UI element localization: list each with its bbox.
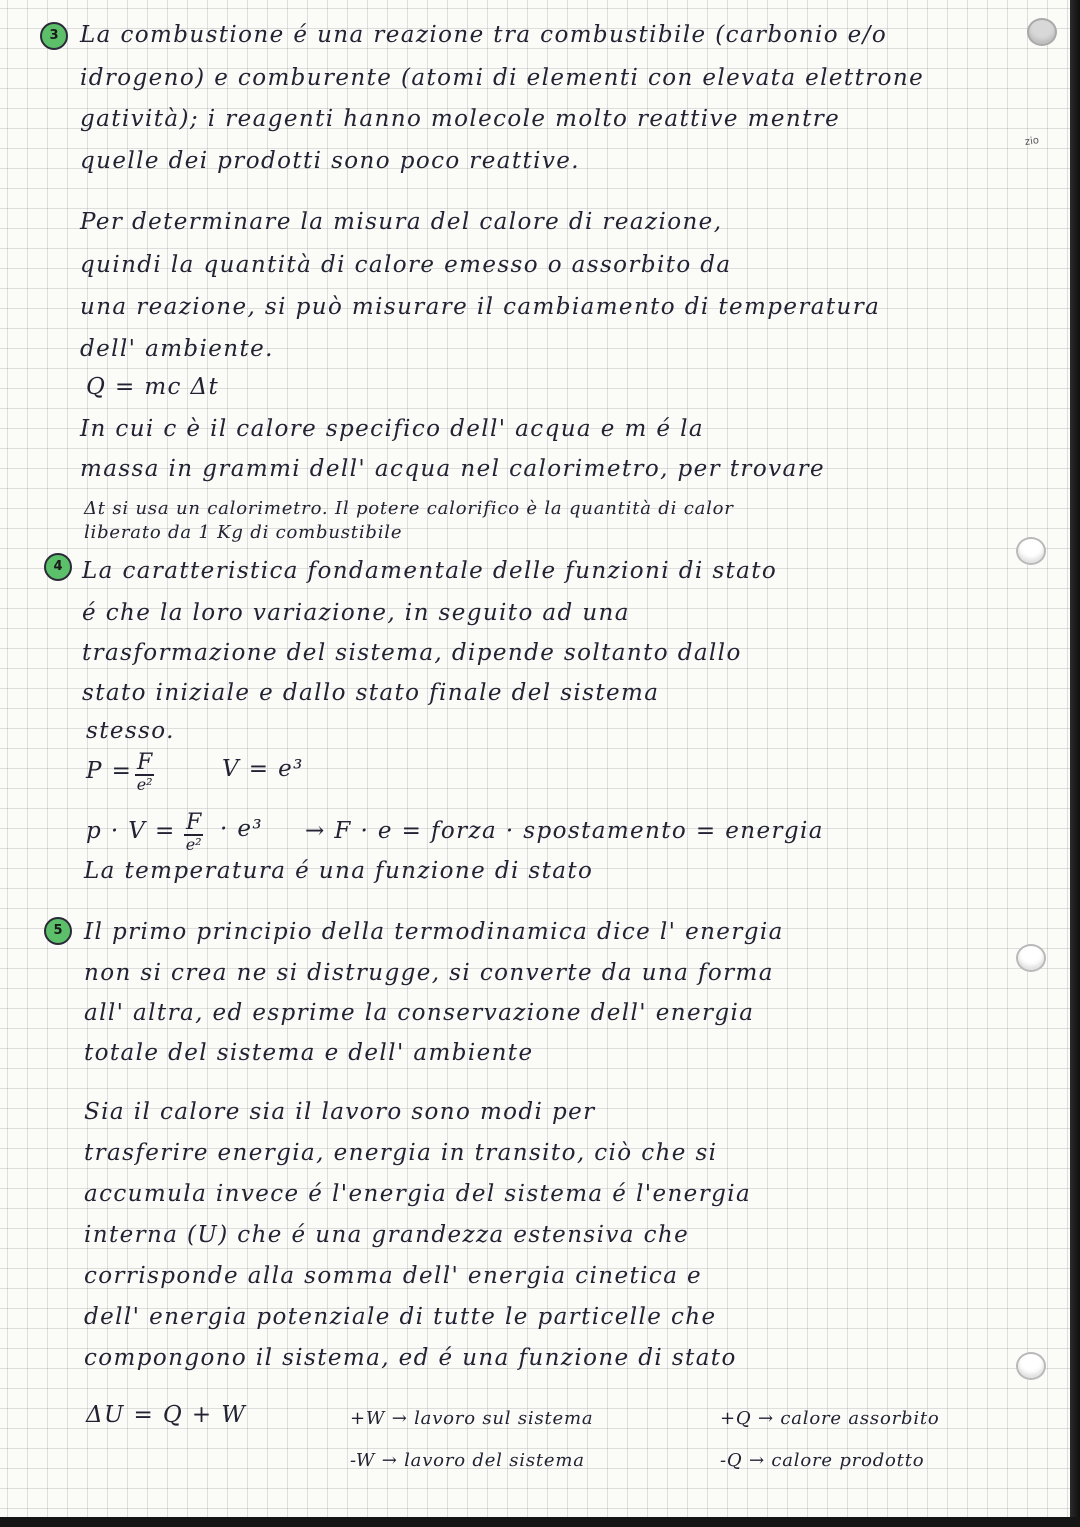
fraction-denominator: e² (185, 835, 202, 854)
section4-line: stesso. (86, 718, 175, 744)
section4-closing: La temperatura é una funzione di stato (84, 858, 594, 884)
section5-line: all' altra, ed esprime la conservazione dell' energia (84, 1000, 755, 1026)
page-edge-shadow (1070, 0, 1080, 1527)
section3-line: gatività); i reagenti hanno molecole molto reattive mentre (80, 106, 841, 132)
section3-line: quelle dei prodotti sono poco reattive. (80, 148, 580, 174)
section3-line: Δt si usa un calorimetro. Il potere calorifico è la quantità di calor (84, 498, 734, 519)
formula-pv-left: p · V = (86, 818, 176, 844)
formula-volume: V = e³ (222, 756, 304, 782)
section3-line: Per determinare la misura del calore di reazione, (80, 209, 723, 235)
section3-line: dell' ambiente. (80, 336, 274, 362)
equation-first-law: ΔU = Q + W (86, 1402, 247, 1428)
binder-hole-1 (1027, 18, 1057, 46)
legend-heat-absorbed: +Q → calore assorbito (720, 1408, 940, 1429)
section3-line: idrogeno) e comburente (atomi di elementi con elevata elettrone (80, 65, 925, 91)
fraction-numerator: F (137, 750, 153, 775)
page-bottom-edge (0, 1517, 1080, 1527)
section4-line: La caratteristica fondamentale delle funzioni di stato (82, 558, 778, 584)
binder-hole-3 (1016, 944, 1046, 972)
section3-line: liberato da 1 Kg di combustibile (84, 522, 403, 543)
formula-q-mc-dt: Q = mc Δt (86, 374, 220, 400)
section-number-4: 4 (44, 553, 72, 581)
section-number-3: 3 (40, 22, 68, 50)
legend-work-on-system: +W → lavoro sul sistema (350, 1408, 594, 1429)
section3-line: In cui c è il calore specifico dell' acqua e m é la (80, 416, 704, 442)
section5-line: compongono il sistema, ed é una funzione di stato (84, 1345, 737, 1371)
formula-pv-fraction (184, 812, 203, 854)
formula-pressure-fraction (135, 752, 154, 794)
section-number-5: 5 (44, 917, 72, 945)
formula-pv-right: · e³ (220, 816, 264, 842)
section4-line: stato iniziale e dallo stato finale del sistema (82, 680, 660, 706)
binder-hole-2 (1016, 537, 1046, 565)
margin-stamp: zio (1024, 135, 1040, 148)
section5-line: dell' energia potenziale di tutte le particelle che (84, 1304, 717, 1330)
section5-line: corrisponde alla somma dell' energia cinetica e (84, 1263, 703, 1289)
section5-line: accumula invece é l'energia del sistema é l'energia (84, 1181, 752, 1207)
section3-line: una reazione, si può misurare il cambiamento di temperatura (80, 294, 881, 320)
section5-line: Sia il calore sia il lavoro sono modi per (84, 1099, 596, 1125)
section3-line: La combustione é una reazione tra combustibile (carbonio e/o (80, 22, 888, 48)
section5-line: Il primo principio della termodinamica dice l' energia (84, 919, 784, 945)
fraction-numerator: F (186, 810, 202, 835)
fraction-denominator: e² (136, 775, 153, 794)
formula-pressure-left: P = (86, 758, 133, 784)
section3-line: massa in grammi dell' acqua nel calorimetro, per trovare (80, 456, 825, 482)
section4-line: trasformazione del sistema, dipende soltanto dallo (82, 640, 742, 666)
section5-line: trasferire energia, energia in transito, ciò che si (84, 1140, 718, 1166)
binder-hole-4 (1016, 1352, 1046, 1380)
formula-energy: → F · e = forza · spostamento = energia (305, 818, 824, 844)
section3-line: quindi la quantità di calore emesso o assorbito da (80, 252, 732, 278)
legend-heat-produced: -Q → calore prodotto (720, 1450, 925, 1471)
section5-line: non si crea ne si distrugge, si converte da una forma (84, 960, 774, 986)
section5-line: interna (U) che é una grandezza estensiva che (84, 1222, 690, 1248)
legend-work-by-system: -W → lavoro del sistema (350, 1450, 585, 1471)
section5-line: totale del sistema e dell' ambiente (84, 1040, 534, 1066)
section4-line: é che la loro variazione, in seguito ad una (82, 600, 630, 626)
